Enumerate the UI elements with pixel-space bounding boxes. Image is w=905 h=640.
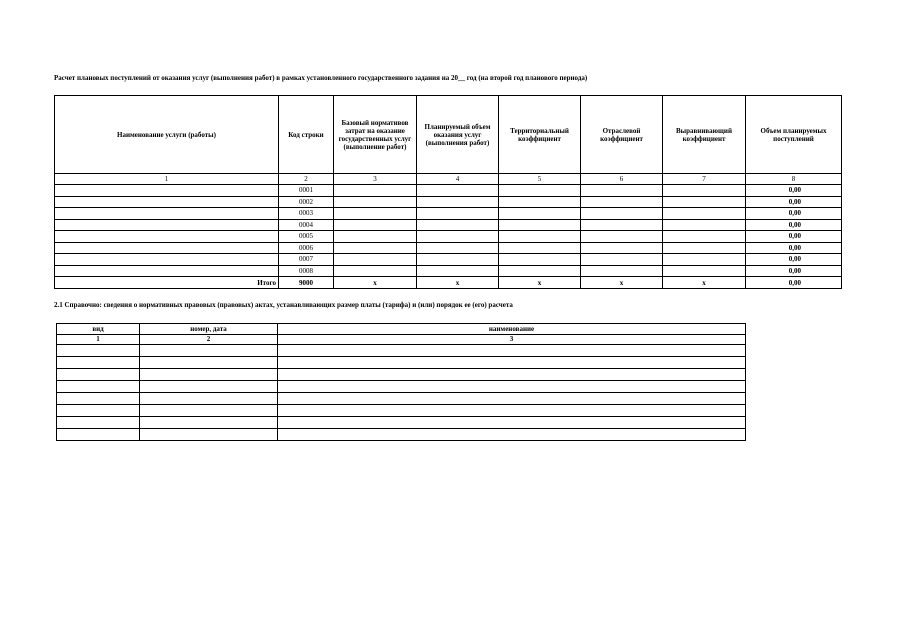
table-row [55,185,842,197]
data-cell[interactable] [334,219,417,231]
data-cell[interactable] [499,196,581,208]
data-cell[interactable] [334,231,417,243]
total-x-mark: x [334,277,417,289]
service-name-cell[interactable] [55,254,279,266]
data-cell[interactable] [140,345,278,357]
data-cell[interactable] [663,242,746,254]
planned-revenue-table [54,95,842,289]
data-cell[interactable] [57,357,140,369]
total-code: 9000 [279,277,334,289]
data-cell[interactable] [663,196,746,208]
col-type: вид [92,324,104,333]
data-cell[interactable] [581,231,663,243]
revenue-value: 0,00 [746,196,842,208]
table-row [55,196,842,208]
col-number: 7 [663,174,746,185]
row-code: 0008 [279,265,334,277]
data-cell[interactable] [57,429,140,441]
data-cell[interactable] [57,345,140,357]
data-cell[interactable] [140,405,278,417]
data-cell[interactable] [499,185,581,197]
service-name-cell[interactable] [55,265,279,277]
table-row [55,265,842,277]
data-cell[interactable] [581,196,663,208]
section1-heading: Расчет плановых поступлений от оказания услуг (выполнения работ) в рамках установленного государственного задания на 20__ год (на второй год планового периода) [54,74,588,82]
data-cell[interactable] [581,254,663,266]
data-cell[interactable] [278,369,746,381]
table-row [57,369,746,381]
revenue-value: 0,00 [746,208,842,220]
data-cell[interactable] [499,231,581,243]
service-name-cell[interactable] [55,185,279,197]
data-cell[interactable] [417,208,499,220]
row-code: 0004 [279,219,334,231]
data-cell[interactable] [140,429,278,441]
table-row [55,208,842,220]
data-cell[interactable] [417,231,499,243]
col-number: 2 [279,174,334,185]
data-cell[interactable] [278,405,746,417]
data-cell[interactable] [663,185,746,197]
col-row-code: Код строки [279,96,334,174]
col-number: 1 [55,174,279,185]
data-cell[interactable] [663,254,746,266]
row-code: 0001 [279,185,334,197]
data-cell[interactable] [417,185,499,197]
table-row [57,345,746,357]
data-cell[interactable] [581,265,663,277]
data-cell[interactable] [278,393,746,405]
data-cell[interactable] [57,369,140,381]
data-cell[interactable] [417,265,499,277]
legal-acts-table [56,323,746,441]
col-number: 6 [581,174,663,185]
col-leveling-coef: Выравнивающий коэффициент [663,96,746,174]
col-planned-revenue: Объем планируемых поступлений [746,96,842,174]
total-row [55,277,842,289]
data-cell[interactable] [581,219,663,231]
data-cell[interactable] [334,254,417,266]
col-number: 2 [140,334,278,345]
col-number-date: номер, дата [140,324,278,335]
data-cell[interactable] [278,381,746,393]
total-label: Итого [55,277,279,289]
table-row [57,381,746,393]
total-x-mark: x [417,277,499,289]
row-code: 0005 [279,231,334,243]
col-industry-coef: Отраслевой коэффициент [581,96,663,174]
revenue-value: 0,00 [746,185,842,197]
col-number: 5 [499,174,581,185]
service-name-cell[interactable] [55,208,279,220]
data-cell[interactable] [57,417,140,429]
table-row [55,231,842,243]
col-number: 4 [417,174,499,185]
service-name-cell[interactable] [55,242,279,254]
data-cell[interactable] [417,254,499,266]
header-row [57,324,746,335]
revenue-value: 0,00 [746,265,842,277]
table-row [57,357,746,369]
data-cell[interactable] [278,345,746,357]
header-row [55,96,842,174]
col-planned-volume: Планируемый объем оказания услуг (выполнения работ) [417,96,499,174]
data-cell[interactable] [334,208,417,220]
data-cell[interactable] [499,254,581,266]
data-cell[interactable] [417,242,499,254]
data-cell[interactable] [663,265,746,277]
data-cell[interactable] [140,417,278,429]
revenue-value: 0,00 [746,242,842,254]
column-numbers-row [55,174,842,185]
data-cell[interactable] [581,242,663,254]
data-cell[interactable] [499,219,581,231]
data-cell[interactable] [140,357,278,369]
col-number: 1 [57,334,140,345]
data-cell[interactable] [499,242,581,254]
service-name-cell[interactable] [55,231,279,243]
table-row [55,219,842,231]
data-cell[interactable] [581,185,663,197]
total-x-mark: x [581,277,663,289]
data-cell[interactable] [57,405,140,417]
data-cell[interactable] [334,196,417,208]
table-row [57,417,746,429]
data-cell[interactable] [140,393,278,405]
section2-heading: 2.1 Справочно: сведения о нормативных правовых (правовых) актах, устанавливающих размер платы (тарифа) и (или) порядок ее (его) расчета [54,301,513,309]
row-code: 0002 [279,196,334,208]
data-cell[interactable] [417,196,499,208]
table-row [55,242,842,254]
table-row [57,393,746,405]
data-cell[interactable] [663,219,746,231]
table-row [55,254,842,266]
data-cell[interactable] [499,265,581,277]
data-cell[interactable] [663,231,746,243]
service-name-cell[interactable] [55,219,279,231]
total-x-mark: x [499,277,581,289]
data-cell[interactable] [57,393,140,405]
table-row [57,405,746,417]
table-row [57,429,746,441]
data-cell[interactable] [278,417,746,429]
data-cell[interactable] [499,208,581,220]
row-code: 0003 [279,208,334,220]
revenue-value: 0,00 [746,219,842,231]
total-value: 0,00 [746,277,842,289]
row-code: 0007 [279,254,334,266]
data-cell[interactable] [663,208,746,220]
service-name-cell[interactable] [55,196,279,208]
row-code: 0006 [279,242,334,254]
col-number: 8 [746,174,842,185]
col-territorial-coef: Территориальный коэффициент [499,96,581,174]
data-cell[interactable] [417,219,499,231]
column-numbers-row [57,334,746,345]
col-service-name: Наименование услуги (работы) [117,130,216,139]
data-cell[interactable] [334,265,417,277]
total-x-mark: x [663,277,746,289]
data-cell[interactable] [334,185,417,197]
revenue-value: 0,00 [746,254,842,266]
revenue-value: 0,00 [746,231,842,243]
data-cell[interactable] [140,369,278,381]
data-cell[interactable] [581,208,663,220]
data-cell[interactable] [334,242,417,254]
data-cell[interactable] [278,429,746,441]
data-cell[interactable] [57,381,140,393]
data-cell[interactable] [140,381,278,393]
col-number: 3 [278,334,746,345]
col-title: наименование [278,324,746,335]
col-base-cost: Базовый нормативов затрат на оказание государственных услуг (выполнение работ) [334,96,417,174]
col-number: 3 [334,174,417,185]
data-cell[interactable] [278,357,746,369]
